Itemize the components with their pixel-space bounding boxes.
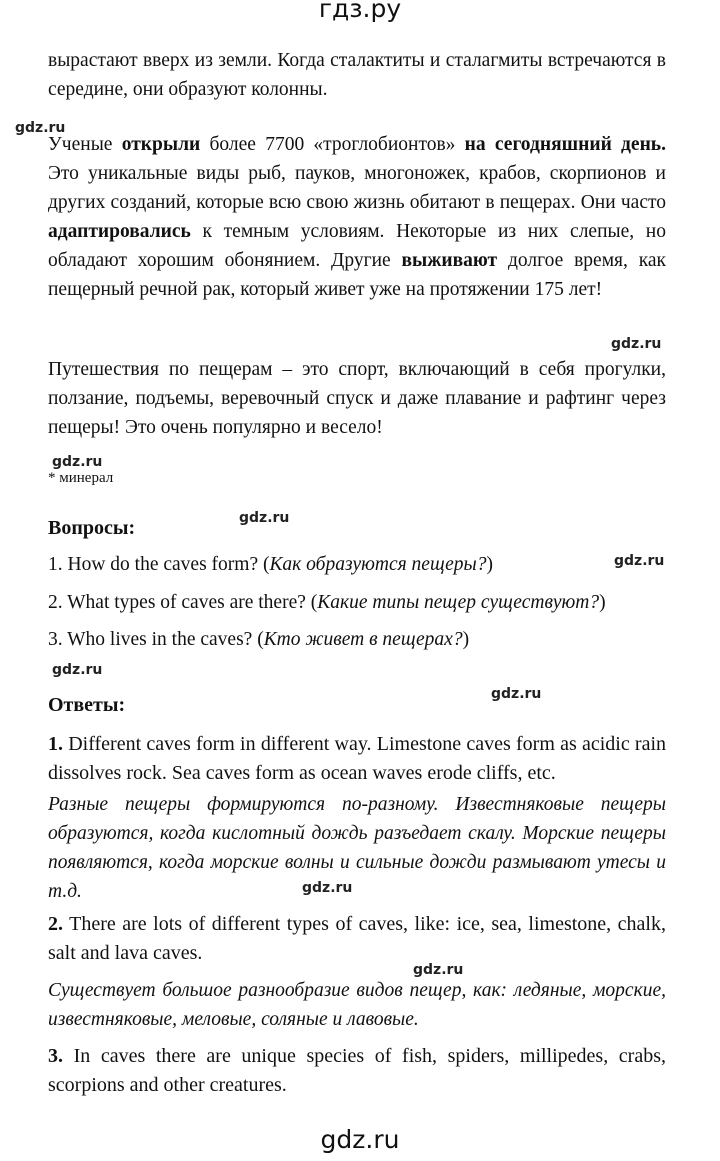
watermark: gdz.ru	[302, 880, 353, 896]
watermark: gdz.ru	[413, 962, 464, 978]
questions-heading: Вопросы:	[48, 517, 136, 539]
answers-heading: Ответы:	[48, 694, 126, 716]
question-1: 1. How do the caves form? (Как образуются пещеры?)	[48, 554, 494, 575]
answer-3-en: 3. In caves there are unique species of fish, spiders, millipedes, crabs, scorpions and other creatures.	[48, 1045, 666, 1096]
watermark: gdz.ru	[614, 553, 665, 569]
question-2: 2. What types of caves are there? (Какие типы пещер существуют?)	[48, 592, 606, 613]
watermark: gdz.ru	[52, 454, 103, 470]
watermark: gdz.ru	[239, 510, 290, 526]
answer-2-ru: Существует большое разнообразие видов пещер, как: ледяные, морские, известняковые, меловые, соляные и лавовые.	[48, 980, 666, 1030]
troglobionts-paragraph: Ученые открыли более 7700 «троглобионтов» на сегодняшний день. Это уникальные виды рыб, пауков, многоножек, крабов, скорпионов и других созданий, которые всю свою жизнь обитают в пещерах. Они часто адаптировались к темным условиям. Некоторые из них слепые, но обладают хорошим обонянием. Другие выживают долгое время, как пещерный речной рак, который живет уже на протяжении 175 лет!	[48, 134, 666, 300]
site-header: гдз.ру	[318, 0, 402, 23]
watermark: gdz.ru	[611, 336, 662, 352]
watermark: gdz.ru	[15, 120, 66, 136]
watermark: gdz.ru	[491, 686, 542, 702]
answer-1-ru: Разные пещеры формируются по-разному. Известняковые пещеры образуются, когда кислотный дождь разъедает скалу. Морские пещеры появляются, когда морские волны и сильные дожди размывают утесы и т.д.	[48, 794, 666, 902]
answer-1-en: 1. Different caves form in different way. Limestone caves form as acidic rain dissolves rock. Sea caves form as ocean waves erode cliffs, etc.	[48, 733, 666, 784]
watermark: gdz.ru	[52, 662, 103, 678]
footnote: * минерал	[48, 470, 114, 486]
intro-paragraph: вырастают вверх из земли. Когда сталактиты и сталагмиты встречаются в середине, они образуют колонны.	[48, 50, 666, 100]
site-footer: gdz.ru	[320, 1125, 400, 1154]
question-3: 3. Who lives in the caves? (Кто живет в пещерах?)	[48, 629, 470, 650]
caving-paragraph: Путешествия по пещерам – это спорт, включающий в себя прогулки, ползание, подъемы, веревочный спуск и даже плавание и рафтинг через пещеры! Это очень популярно и весело!	[48, 359, 666, 438]
answer-2-en: 2. There are lots of different types of caves, like: ice, sea, limestone, chalk, salt and lava caves.	[48, 913, 666, 964]
